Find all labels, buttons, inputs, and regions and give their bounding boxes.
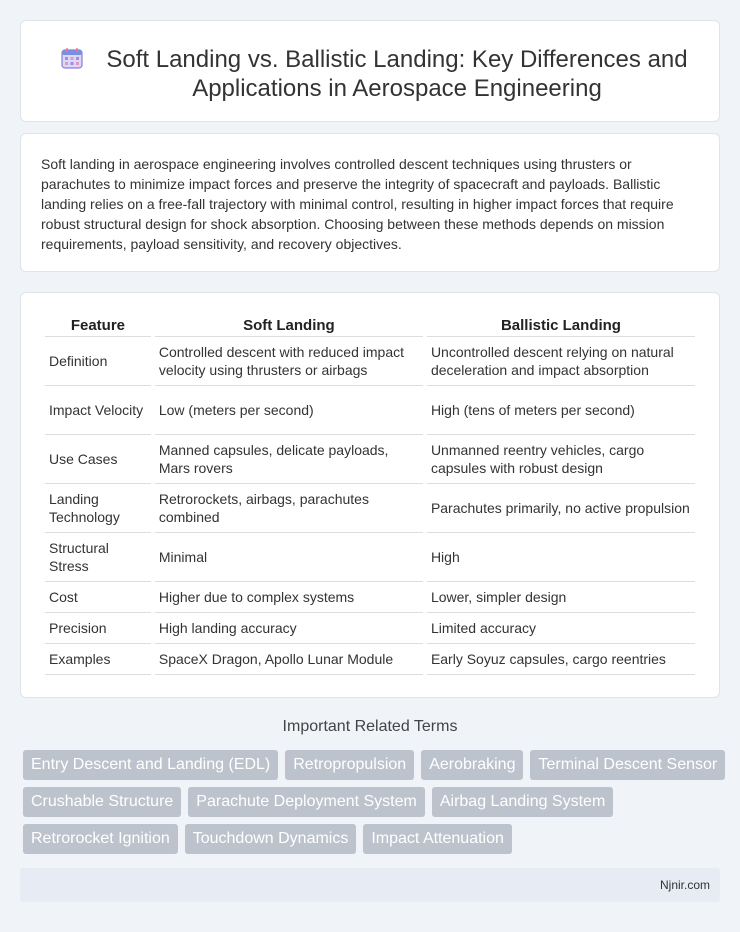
- tag-edl[interactable]: Entry Descent and Landing (EDL): [23, 750, 278, 780]
- table-row: [45, 337, 695, 386]
- row-feature: Examples: [45, 644, 151, 675]
- row-ballistic: Unmanned reentry vehicles, cargo capsules with robust design: [427, 435, 695, 484]
- footer: [20, 868, 720, 902]
- row-soft: High landing accuracy: [155, 613, 423, 644]
- tag-aerobraking[interactable]: Aerobraking: [421, 750, 523, 780]
- row-ballistic: Limited accuracy: [427, 613, 695, 644]
- row-feature: Impact Velocity: [45, 386, 151, 435]
- row-ballistic: Uncontrolled descent relying on natural deceleration and impact absorption: [427, 337, 695, 386]
- table-header-row: [45, 315, 695, 337]
- table-row: [45, 484, 695, 533]
- row-ballistic: Lower, simpler design: [427, 582, 695, 613]
- page-title: Soft Landing vs. Ballistic Landing: Key Differences and Applications in Aerospace Engineering: [106, 46, 688, 102]
- header-feature: Feature: [45, 315, 151, 337]
- row-feature: Structural Stress: [45, 533, 151, 582]
- intro-paragraph: Soft landing in aerospace engineering involves controlled descent techniques using thrusters or parachutes to minimize impact forces and preserve the integrity of spacecraft and payloads. Ballistic landing relies on a free-fall trajectory with minimal control, resulting in higher impact forces that require robust structural design for shock absorption. Choosing between these methods depends on mission requirements, payload sensitivity, and recovery objectives.: [41, 156, 674, 252]
- tag-airbag-landing-system[interactable]: Airbag Landing System: [432, 787, 613, 817]
- tag-row: [23, 787, 723, 817]
- title-card: [20, 20, 720, 122]
- tag-parachute-deployment-system[interactable]: Parachute Deployment System: [188, 787, 425, 817]
- tag-retrorocket-ignition[interactable]: Retrorocket Ignition: [23, 824, 178, 854]
- row-soft: Manned capsules, delicate payloads, Mars rovers: [155, 435, 423, 484]
- related-terms-list: [23, 750, 723, 861]
- row-soft: Retrorockets, airbags, parachutes combined: [155, 484, 423, 533]
- row-ballistic: High: [427, 533, 695, 582]
- tag-row: [23, 824, 723, 854]
- tag-row: [23, 750, 723, 780]
- table-row: [45, 435, 695, 484]
- row-soft: Minimal: [155, 533, 423, 582]
- row-ballistic: Parachutes primarily, no active propulsion: [427, 484, 695, 533]
- table-row: [45, 613, 695, 644]
- intro-card: [20, 133, 720, 272]
- row-soft: Higher due to complex systems: [155, 582, 423, 613]
- tag-terminal-descent-sensor[interactable]: Terminal Descent Sensor: [530, 750, 725, 780]
- row-feature: Precision: [45, 613, 151, 644]
- tag-retropropulsion[interactable]: Retropropulsion: [285, 750, 414, 780]
- header-ballistic-landing: Ballistic Landing: [427, 315, 695, 337]
- calendar-grid-icon: [61, 47, 83, 69]
- comparison-table-card: [20, 292, 720, 698]
- tag-touchdown-dynamics[interactable]: Touchdown Dynamics: [185, 824, 357, 854]
- row-soft: Low (meters per second): [155, 386, 423, 435]
- row-ballistic: Early Soyuz capsules, cargo reentries: [427, 644, 695, 675]
- row-feature: Landing Technology: [45, 484, 151, 533]
- row-soft: SpaceX Dragon, Apollo Lunar Module: [155, 644, 423, 675]
- header-soft-landing: Soft Landing: [155, 315, 423, 337]
- row-soft: Controlled descent with reduced impact velocity using thrusters or airbags: [155, 337, 423, 386]
- comparison-table: [41, 315, 699, 675]
- tag-crushable-structure[interactable]: Crushable Structure: [23, 787, 181, 817]
- table-row: [45, 386, 695, 435]
- table-row: [45, 582, 695, 613]
- table-row: [45, 644, 695, 675]
- tag-impact-attenuation[interactable]: Impact Attenuation: [363, 824, 512, 854]
- row-feature: Use Cases: [45, 435, 151, 484]
- related-terms-title: Important Related Terms: [282, 718, 458, 735]
- row-feature: Cost: [45, 582, 151, 613]
- row-ballistic: High (tens of meters per second): [427, 386, 695, 435]
- footer-site[interactable]: Njnir.com: [659, 878, 710, 892]
- table-row: [45, 533, 695, 582]
- row-feature: Definition: [45, 337, 151, 386]
